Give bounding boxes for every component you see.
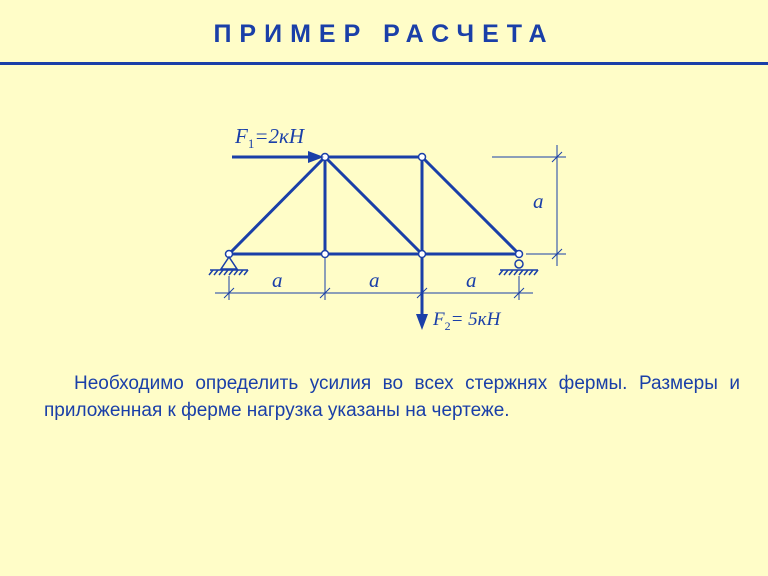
force-f1-arrow — [232, 151, 324, 163]
joint — [419, 251, 426, 258]
force-f1-label: $F_1=2кН$ — [235, 124, 304, 151]
joint — [516, 251, 523, 258]
right-diagonal — [422, 157, 519, 254]
left-diagonal — [229, 157, 325, 254]
dimension-label: a — [369, 268, 380, 292]
pin-support-icon — [209, 257, 248, 275]
truss-members — [229, 157, 519, 254]
middle-diagonal — [325, 157, 422, 254]
roller-support-icon — [499, 260, 538, 275]
problem-description: Необходимо определить усилия во всех стержнях фермы. Размеры и приложенная к ферме нагрузка указаны на чертеже. — [44, 373, 740, 421]
vertical-dimension — [492, 145, 566, 266]
page-title: ПРИМЕР РАСЧЕТА — [213, 20, 555, 48]
joint — [322, 251, 329, 258]
height-label: a — [533, 189, 544, 213]
joint — [419, 154, 426, 161]
dimension-label: a — [466, 268, 477, 292]
dimension-label: a — [272, 268, 283, 292]
force-f2-label: $F_2= 5кН$ — [433, 309, 501, 333]
